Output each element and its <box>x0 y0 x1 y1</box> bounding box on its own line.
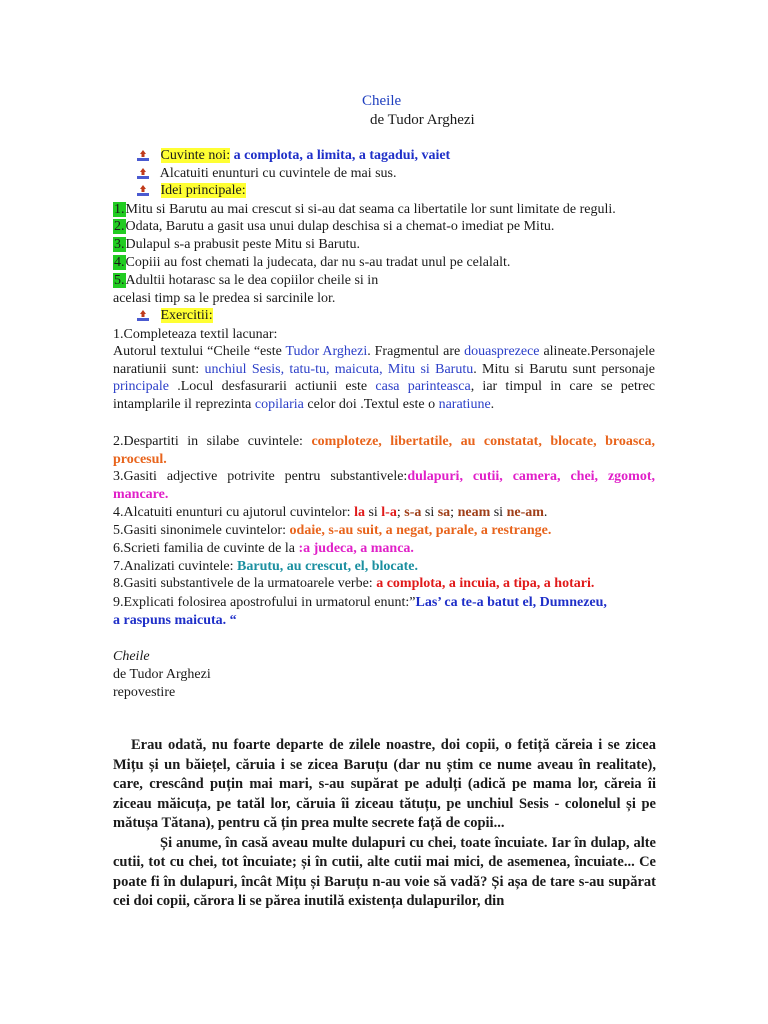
exercise-7 <box>113 558 418 575</box>
ex4-word: l-a <box>381 505 397 520</box>
idea-item <box>113 254 510 271</box>
idei-label: Idei principale: <box>160 183 246 198</box>
story-subtitle: repovestire <box>113 685 176 700</box>
ex9-quote: a raspuns maicuta. “ <box>113 613 237 628</box>
exercise-2 <box>113 433 655 468</box>
arrow-bullet-icon <box>135 184 151 198</box>
exercise-8 <box>113 575 594 592</box>
idea-text: Adultii hotarasc sa le dea copiilor cheile si in <box>125 273 379 288</box>
document-author: de Tudor Arghezi <box>370 112 475 128</box>
exercitii-label: Exercitii: <box>160 308 213 323</box>
ex1-part: .Locul desfasurarii actiunii este <box>168 379 376 394</box>
ex4-sep: si <box>421 505 438 520</box>
idea-item <box>113 290 335 307</box>
ex4-word: s-a <box>404 505 422 520</box>
exercise-3 <box>113 468 655 503</box>
ex7-words: Barutu, au crescut, el, blocate. <box>237 559 418 574</box>
ex1-answer: douasprezece <box>464 344 540 359</box>
exercise-4 <box>113 504 547 521</box>
bullet-idei <box>135 182 246 200</box>
document-title: Cheile <box>362 93 402 109</box>
ex5-label: 5.Gasiti sinonimele cuvintelor: <box>113 523 290 538</box>
idea-text: acelasi timp sa le predea si sarcinile lor. <box>113 291 336 306</box>
exercise-9 <box>113 594 607 611</box>
ex4-label: 4.Alcatuiti enunturi cu ajutorul cuvintelor: <box>113 505 355 520</box>
story-author: de Tudor Arghezi <box>113 667 211 682</box>
ex1-part: alineate.Personajele naratiunii sunt: <box>113 344 656 377</box>
ex1-part: . Fragmentul are <box>367 344 465 359</box>
exercise-1-title: 1.Completeaza textil lacunar: <box>113 327 278 342</box>
idea-number: 1. <box>114 202 125 217</box>
exercise-1-text <box>113 343 655 413</box>
alcatuiti-text: Alcatuiti enunturi cu cuvintele de mai sus. <box>159 166 397 181</box>
ex6-words: :a judeca, a manca. <box>298 541 414 556</box>
arrow-bullet-icon <box>135 309 151 323</box>
story-paragraph: Și anume, în casă aveau multe dulapuri cu chei, toate încuiate. Iar în dulap, alte cutii, tot cu chei, tot încuiate; și în cutii, alte cutii mai mici, de asemenea, încuiate... Ce poate fi în dulapuri, încât Mițu și Baruțu n-au voie să vadă? Și așa de tare s-au supărat cei doi copii, cărora li se părea inutilă existența dulapurilor, din <box>113 834 656 909</box>
ex4-word: ne-am <box>506 505 544 520</box>
ex1-part: . Mitu si Barutu sunt personaje <box>473 361 655 377</box>
idea-item <box>113 201 616 218</box>
ex5-words: odaie, s-au suit, a negat, parale, a restrange. <box>289 523 552 538</box>
story-body <box>113 736 656 912</box>
exercise-9-cont <box>113 612 237 629</box>
idea-number: 3. <box>114 237 125 252</box>
ex1-answer: casa parinteasca <box>375 379 471 394</box>
idea-item <box>113 236 360 253</box>
ex7-label: 7.Analizati cuvintele: <box>113 559 238 574</box>
arrow-bullet-icon <box>135 149 151 163</box>
idea-text: Mitu si Barutu au mai crescut si si-au dat seama ca libertatile lor sunt limitate de reguli. <box>125 202 616 217</box>
ex1-answer: unchiul Sesis, tatu-tu, maicuta, Mitu si Barutu <box>204 361 474 377</box>
story-title: Cheile <box>113 649 150 664</box>
ex1-part: , iar timpul in care se petrec intamplarile il reprezinta <box>113 379 655 412</box>
bullet-exercitii <box>135 307 213 325</box>
exercise-6 <box>113 540 414 557</box>
ex4-sep: . <box>543 505 548 520</box>
exercise-5 <box>113 522 551 539</box>
idea-number: 4. <box>114 255 125 270</box>
ex9-quote: Las’ ca te-a batut el, Dumnezeu, <box>415 595 607 610</box>
story-paragraph: Erau odată, nu foarte departe de zilele noastre, doi copii, o fetiță căreia i se zicea Mițu și un băiețel, căruia i se zicea Baruțu (dar nu știm ce nume aveau în realitate), care, crescând puțin mai mari, s-au supărat pe adulți (adică pe mama lor, căreia îi ziceau măicuța, pe tatăl lor, căruia îi ziceau tătuțu, pe unchiul Sesis - colonelul și pe mătușa Tătana), pentru că țin prea multe secrete față de copii... <box>113 737 656 831</box>
idea-text: Copiii au fost chemati la judecata, dar nu s-au tradat unul pe celalalt. <box>125 255 511 270</box>
cuvinte-words: a complota, a limita, a tagadui, vaiet <box>233 148 451 163</box>
ex1-answer: principale <box>113 379 169 394</box>
ex9-label: 9.Explicati folosirea apostrofului in urmatorul enunt:” <box>113 595 416 610</box>
ex2-label: 2.Despartiti in silabe cuvintele: <box>113 434 312 449</box>
bullet-alcatuiti <box>135 165 397 183</box>
ex4-word: sa <box>437 505 451 520</box>
ex1-answer: naratiune <box>438 396 491 412</box>
ex6-label: 6.Scrieti familia de cuvinte de la <box>113 541 299 556</box>
ex4-sep: ; <box>450 505 458 520</box>
ex4-word: la <box>354 505 365 520</box>
bullet-cuvinte-noi <box>135 147 450 165</box>
ex1-part: Autorul textului “Cheile “este <box>113 344 286 359</box>
idea-item <box>113 218 554 235</box>
ex8-words: a complota, a incuia, a tipa, a hotari. <box>376 576 595 591</box>
idea-number: 5. <box>114 273 125 288</box>
ex4-sep: ; <box>396 505 405 520</box>
ex1-answer: Tudor Arghezi <box>285 344 368 359</box>
ex1-answer: copilaria <box>254 396 304 412</box>
idea-item <box>113 272 378 289</box>
ex8-label: 8.Gasiti substantivele de la urmatoarele verbe: <box>113 576 377 591</box>
ex4-word: neam <box>457 505 491 520</box>
ex2-words: comploteze, libertatile, au constatat, blocate, broasca, procesul. <box>113 434 656 467</box>
ex1-part: . <box>490 396 495 412</box>
ex4-sep: si <box>490 505 507 520</box>
idea-text: Dulapul s-a prabusit peste Mitu si Barutu. <box>125 237 360 252</box>
ex1-part: celor doi .Textul este o <box>303 396 439 412</box>
idea-text: Odata, Barutu a gasit usa unui dulap deschisa si a chemat-o imediat pe Mitu. <box>125 219 555 234</box>
cuvinte-label: Cuvinte noi: <box>160 148 231 163</box>
idea-number: 2. <box>114 219 125 234</box>
arrow-bullet-icon <box>135 167 151 181</box>
ex4-sep: si <box>364 505 382 520</box>
ex3-label: 3.Gasiti adjective potrivite pentru substantivele: <box>113 469 408 484</box>
ex3-words: dulapuri, cutii, camera, chei, zgomot, mancare. <box>113 469 655 502</box>
